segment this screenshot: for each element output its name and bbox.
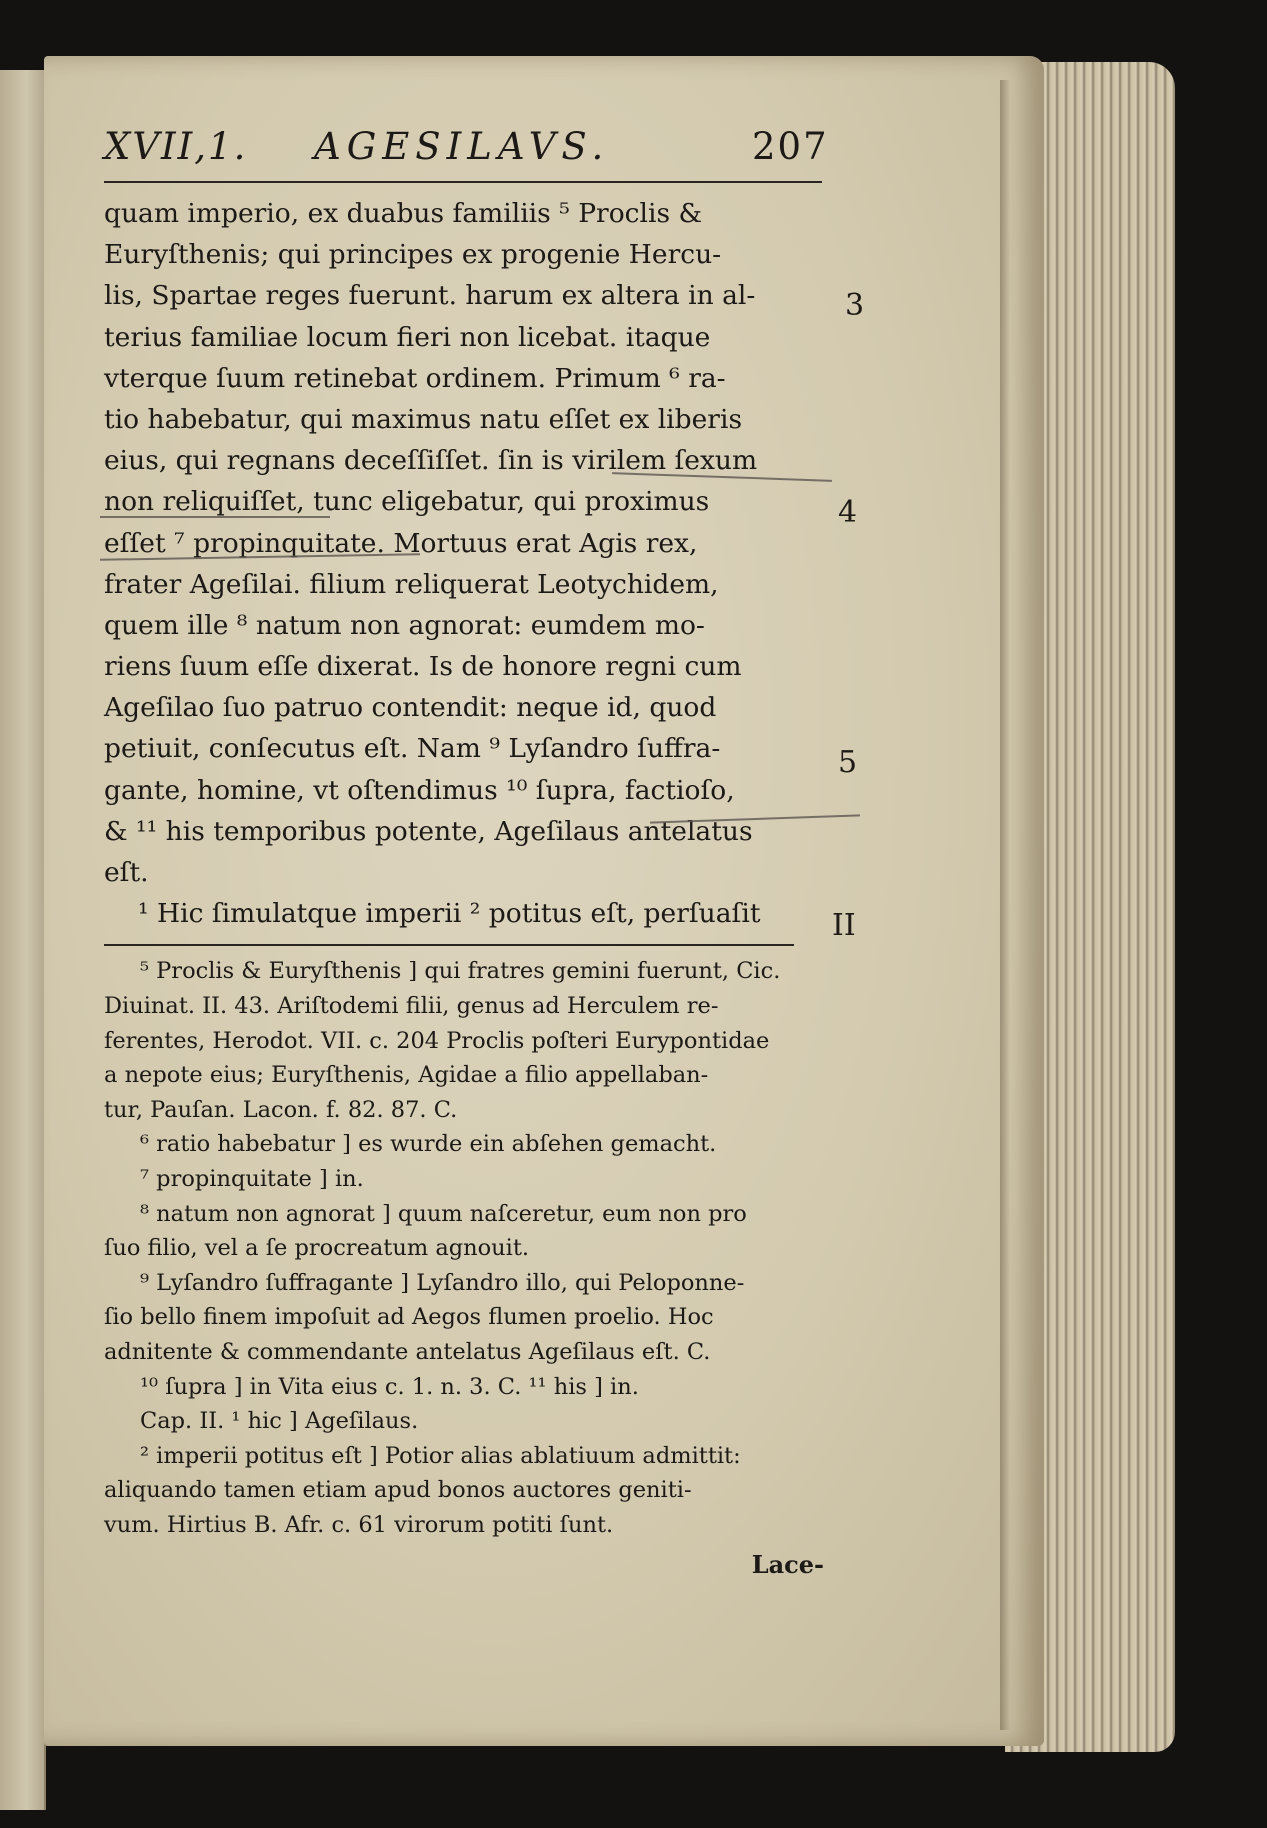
footnote-line: Diuinat. II. 43. Ariſtodemi filii, genus ad Herculem re- — [104, 992, 719, 1019]
page-number: 207 — [752, 125, 829, 168]
margin-number: 4 — [838, 495, 858, 530]
text-line: non reliquiſſet, tunc eligebatur, qui proximus — [104, 486, 710, 518]
text-line: tio habebatur, qui maximus natu eſſet ex liberis — [104, 403, 743, 435]
text-line: Ageſilao ſuo patruo contendit: neque id, quod — [104, 692, 717, 724]
main-text — [104, 193, 834, 934]
footnote-line: a nepote eius; Euryſthenis, Agidae a filio appellaban- — [104, 1062, 709, 1089]
margin-number: 3 — [845, 288, 865, 323]
text-line: quem ille ⁸ natum non agnorat: eumdem mo- — [104, 609, 705, 641]
text-line: Euryſthenis; qui principes ex progenie Hercu- — [104, 239, 722, 271]
page-content — [104, 125, 834, 1583]
page-fold-shadow — [1000, 80, 1010, 1730]
pencil-underline — [100, 516, 330, 518]
text-line: vterque ſuum retinebat ordinem. Primum ⁶ ra- — [104, 362, 726, 394]
footnote-line: ² imperii potitus eſt ] Potior alias ablatiuum admittit: — [140, 1442, 741, 1469]
text-line: gante, homine, vt oſtendimus ¹⁰ ſupra, factioſo, — [104, 774, 735, 806]
footnote-line: vum. Hirtius B. Afr. c. 61 virorum potiti ſunt. — [104, 1511, 614, 1538]
margin-number: II — [832, 908, 856, 943]
left-page-edge — [0, 70, 46, 1810]
footnote-line: aliquando tamen etiam apud bonos auctores geniti- — [104, 1477, 692, 1504]
footnote-line: ⁷ propinquitate ] in. — [140, 1165, 364, 1192]
text-line: lis, Spartae reges fuerunt. harum ex altera in al- — [104, 280, 756, 312]
text-line: eſt. — [104, 857, 149, 888]
head-rule — [104, 181, 822, 183]
footnote-line: ⁶ ratio habebatur ] es wurde ein abſehen gemacht. — [140, 1131, 717, 1158]
footnote-line: ſio bello finem impoſuit ad Aegos flumen proelio. Hoc — [104, 1304, 714, 1331]
footnote-line: tur, Pauſan. Lacon. f. 82. 87. C. — [104, 1096, 458, 1123]
footnote-line: Cap. II. ¹ hic ] Ageſilaus. — [140, 1408, 419, 1435]
margin-number: 5 — [838, 745, 858, 780]
text-line: eſſet ⁷ propinquitate. Mortuus erat Agis rex, — [104, 527, 698, 559]
footnote-line: adnitente & commendante antelatus Ageſilaus eſt. C. — [104, 1338, 711, 1365]
text-line: riens ſuum eſſe dixerat. Is de honore regni cum — [104, 651, 742, 683]
running-head — [104, 125, 834, 181]
footnote-line: ⁸ natum non agnorat ] quum naſceretur, eum non pro — [140, 1200, 747, 1227]
footnote-line: ⁵ Proclis & Euryſthenis ] qui fratres gemini fuerunt, Cic. — [140, 958, 781, 985]
text-line: terius familiae locum fieri non licebat. itaque — [104, 321, 711, 353]
section-opening-line: ¹ Hic ſimulatque imperii ² potitus eſt, perſuaſit — [138, 898, 761, 930]
footnote-line: ferentes, Herodot. VII. c. 204 Proclis poſteri Eurypontidae — [104, 1027, 770, 1054]
footnote-line: ¹⁰ ſupra ] in Vita eius c. 1. n. 3. C. ¹¹ his ] in. — [140, 1373, 639, 1400]
running-title: AGESILAVS. — [314, 125, 610, 168]
footnote-line: ⁹ Lyſandro ſuffragante ] Lyſandro illo, qui Peloponne- — [140, 1269, 745, 1296]
text-line: & ¹¹ his temporibus potente, Ageſilaus antelatus — [104, 815, 753, 847]
footnote-line: ſuo filio, vel a ſe procreatum agnouit. — [104, 1235, 530, 1262]
text-line: frater Ageſilai. filium reliquerat Leotychidem, — [104, 568, 719, 600]
chapter-ref: XVII,1. — [104, 125, 248, 168]
footnotes — [104, 954, 834, 1583]
catchword: Lace- — [751, 1550, 824, 1580]
footnote-rule — [104, 944, 794, 946]
text-line: eius, qui regnans deceſſiſſet. ſin is virilem ſexum — [104, 445, 758, 477]
text-line: quam imperio, ex duabus familiis ⁵ Proclis & — [104, 198, 703, 229]
text-line: petiuit, conſecutus eſt. Nam ⁹ Lyſandro ſuffra- — [104, 733, 721, 765]
